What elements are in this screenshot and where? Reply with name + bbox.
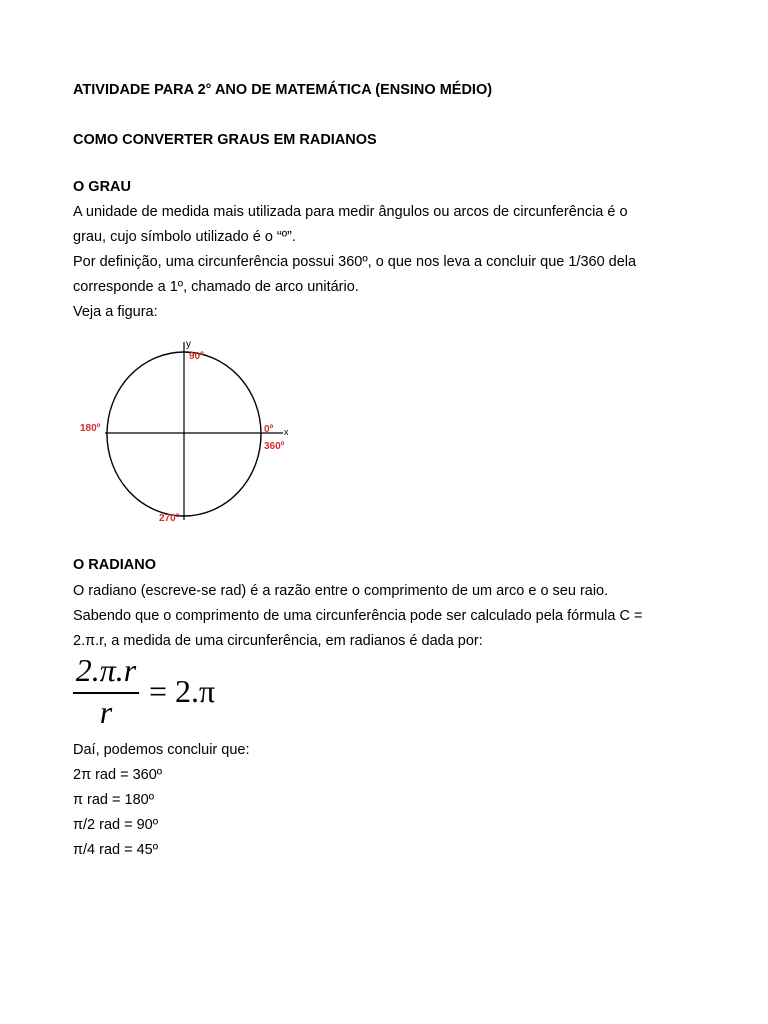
label-270-degrees: 270º — [159, 513, 180, 524]
paragraph-line: 2.π.r, a medida de uma circunferência, em radianos é dada por: — [73, 633, 483, 649]
paragraph-line: Sabendo que o comprimento de uma circunferência pode ser calculado pela fórmula C = — [73, 608, 643, 624]
radian-formula — [73, 650, 313, 730]
conversion-line: 2π rad = 360º — [73, 767, 163, 783]
formula-result: = 2.π — [149, 673, 216, 709]
paragraph-line: O radiano (escreve-se rad) é a razão entre o comprimento de um arco e o seu raio. — [73, 583, 609, 599]
paragraph-line: Por definição, uma circunferência possui 360º, o que nos leva a concluir que 1/360 dela — [73, 254, 637, 270]
x-axis-label: x — [284, 427, 289, 437]
document-title: ATIVIDADE PARA 2° ANO DE MATEMÁTICA (ENSINO MÉDIO) — [73, 82, 493, 98]
y-axis-label: y — [186, 339, 191, 350]
formula-denominator: r — [99, 694, 113, 730]
conversion-line: π rad = 180º — [73, 792, 155, 808]
label-180-degrees: 180º — [80, 423, 101, 434]
section-heading-radiano: O RADIANO — [73, 557, 156, 573]
formula-numerator: 2.π.r — [75, 652, 137, 688]
document-subtitle: COMO CONVERTER GRAUS EM RADIANOS — [73, 132, 377, 148]
paragraph-line: corresponde a 1º, chamado de arco unitário. — [73, 279, 359, 295]
paragraph-line: grau, cujo símbolo utilizado é o “º”. — [73, 229, 296, 245]
conversion-line: π/4 rad = 45º — [73, 842, 159, 858]
conversion-line: π/2 rad = 90º — [73, 817, 159, 833]
label-0-degrees: 0º — [264, 424, 274, 435]
section-heading-grau: O GRAU — [73, 179, 131, 195]
paragraph-conclusion — [73, 738, 250, 863]
paragraph-line: Veja a figura: — [73, 304, 158, 320]
paragraph-line: Daí, podemos concluir que: — [73, 742, 250, 758]
unit-circle-figure — [73, 330, 323, 526]
paragraph-radiano — [73, 579, 642, 654]
label-360-degrees: 360º — [264, 441, 285, 452]
paragraph-grau — [73, 200, 636, 325]
unit-circle-diagram — [73, 330, 323, 526]
paragraph-line: A unidade de medida mais utilizada para medir ângulos ou arcos de circunferência é o — [73, 204, 628, 220]
label-90-degrees: 90º — [189, 351, 204, 362]
